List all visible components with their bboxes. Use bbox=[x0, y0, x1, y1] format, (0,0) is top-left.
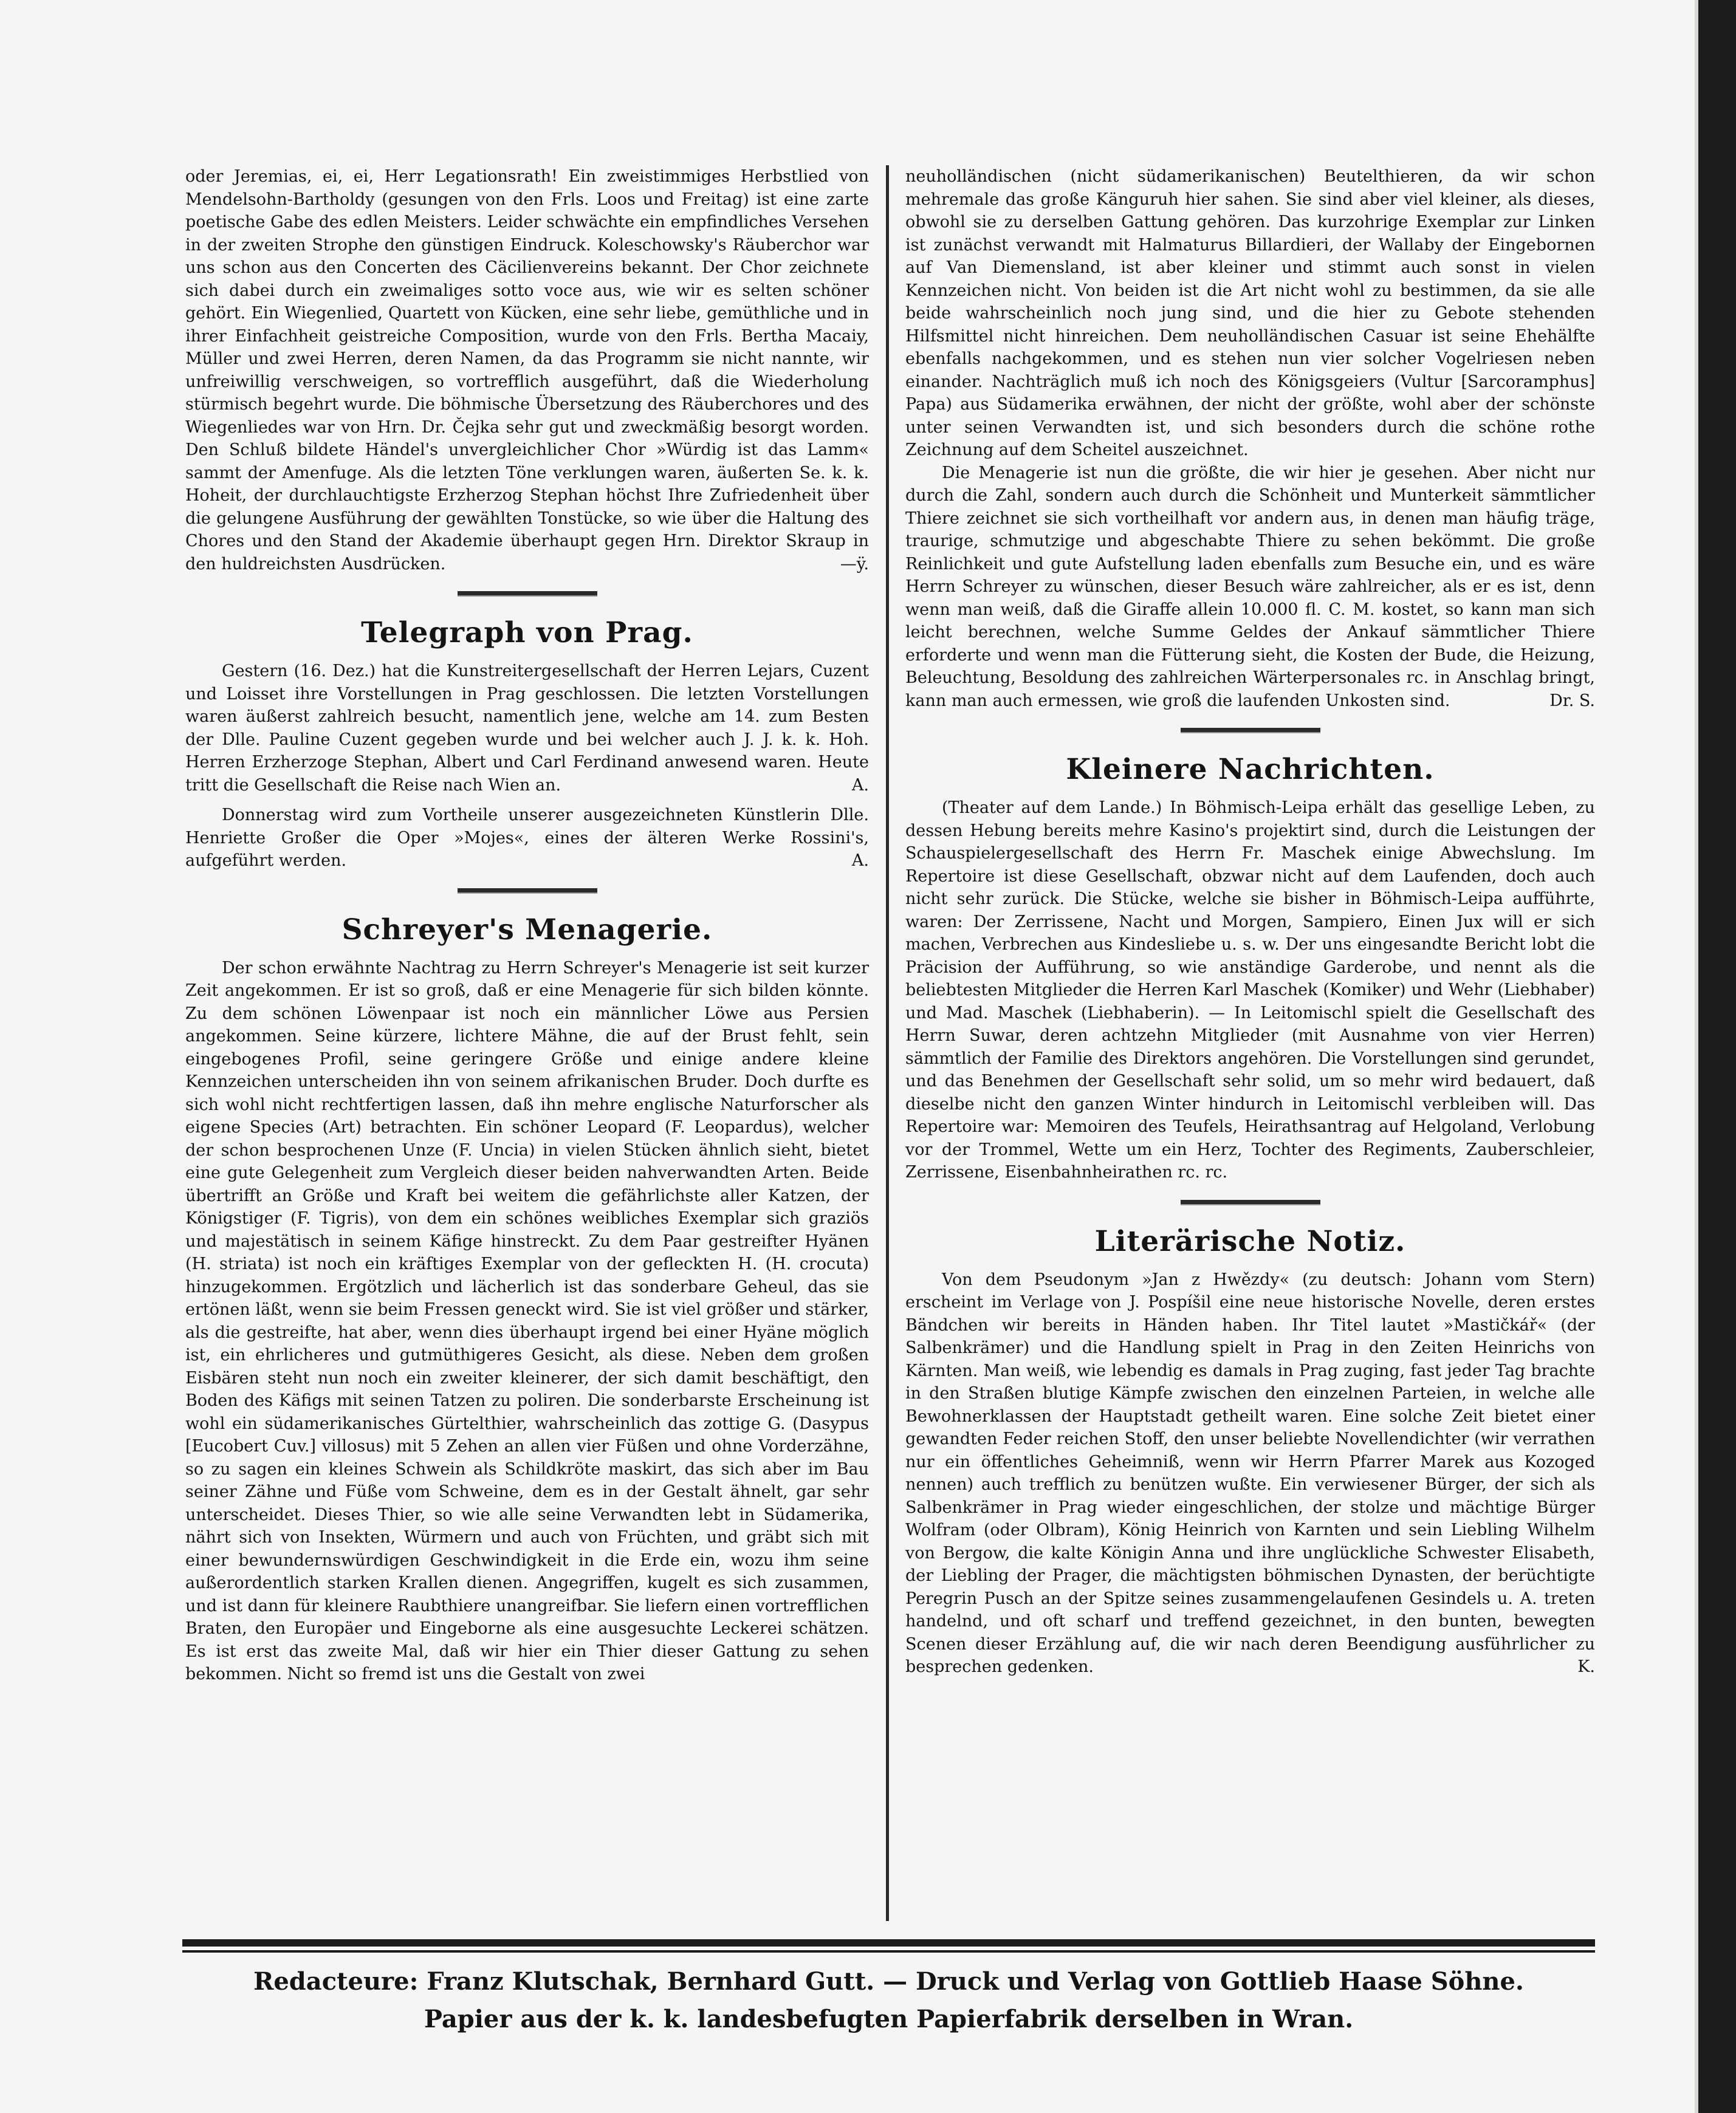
news-paragraph: (Theater auf dem Lande.) In Böhmisch-Leipa erhält das gesellige Leben, zu dessen Hebung bereits mehre Kasino's projektirt sind, durch die Leistungen der Schauspielergesellschaft des Herrn Fr. Maschek einige Abwechslung. Im Repertoire ist diese Gesellschaft, obzwar nicht auf dem Laufenden, doch auch nicht sehr zurück. Die Stücke, welche sie bisher in Böhmisch-Leipa aufführte, waren: Der Zerrissene, Nacht und Morgen, Sampiero, Einen Jux will er sich machen, Verbrechen aus Kindesliebe u. s. w. Der uns eingesandte Bericht lobt die Präcision der Aufführung, so wie anständige Garderobe, und nennt als die beliebtesten Mitglieder die Herren Karl Maschek (Komiker) und Wehr (Liebhaber) und Mad. Maschek (Liebhaberin). — In Leitomischl spielt die Gesellschaft des Herrn Suwar, deren achtzehn Mitglieder (mit Ausnahme von vier Herren) sämmtlich der Familie des Direktors angehören. Die Vorstellungen sind gerundet, und das Benehmen der Gesellschaft sehr solid, um so mehr wird bedauert, daß dieselbe nicht den ganzen Winter hindurch in Leitomischl verbleiben will. Das Repertoire war: Memoiren des Teufels, Heirathsantrag auf Helgoland, Verlobung vor der Trommel, Wette um ein Herz, Tochter des Regiments, Zauberschleier, Zerrissene, Eisenbahnheirathen rc. rc. bbox=[905, 798, 1595, 1182]
column-rule bbox=[886, 165, 889, 1921]
concert-review-paragraph: oder Jeremias, ei, ei, Herr Legationsrath! Ein zweistimmiges Herbstlied von Mendelsohn-Bartholdy (gesungen von den Frls. Loos und Freitag) ist eine zarte poetische Gabe des edlen Meisters. Leider schwächte ein empfindliches Versehen in der zweiten Strophe den günstigen Eindruck. Koleschowsky's Räuberchor war uns schon aus den Concerten des Cäcilienvereins bekannt. Der Chor zeichnete sich dabei durch ein zweimaliges sotto voce aus, wie wir es selten schöner gehört. Ein Wiegenlied, Quartett von Kücken, eine sehr liebe, gemüthliche und in ihrer Einfachheit geistreiche Composition, wurde von den Frls. Bertha Macaiy, Müller und zwei Herren, deren Namen, da das Programm sie nicht nannte, wir unfreiwillig verschweigen, so vortrefflich ausgeführt, daß die Wiederholung stürmisch begehrt wurde. Die böhmische Übersetzung des Räuberchores und des Wiegenliedes war von Hrn. Dr. Čejka sehr gut und zweckmäßig besorgt worden. Den Schluß bildete Händel's unvergleichlicher Chor »Würdig ist das Lamm« sammt der Amenfuge. Als die letzten Töne verklungen waren, äußerten Se. k. k. Hoheit, der durchlauchtigste Erzherzog Stephan höchst Ihre Zufriedenheit über die gelungene Ausführung der gewählten Tonstücke, so wie über die Haltung des Chores und den Stand der Akademie überhaupt gegen Hrn. Direktor Skraup in den huldreichsten Ausdrücken. —ÿ. bbox=[185, 165, 869, 575]
menagerie-paragraph-1: Der schon erwähnte Nachtrag zu Herrn Schreyer's Menagerie ist seit kurzer Zeit angekommen. Er ist so groß, daß er eine Menagerie für sich bilden könnte. Zu dem schönen Löwenpaar ist noch ein männlicher Löwe aus Persien angekommen. Seine kürzere, lichtere Mähne, die auf der Brust fehlt, sein eingebogenes Profil, seine geringere Größe und einige andere kleine Kennzeichen unterscheiden ihn von seinem afrikanischen Bruder. Doch durfte es sich wohl nicht rechtfertigen lassen, daß ihn mehre englische Naturforscher als eigene Species (Art) betrachten. Ein schöner Leopard (F. Leopardus), welcher der schon besprochenen Unze (F. Uncia) in vielen Stücken ähnlich sieht, bietet eine gute Gelegenheit zum Vergleich dieser beiden nahverwandten Arten. Beide übertrifft an Größe und Kraft bei weitem die gefährlichste aller Katzen, der Königstiger (F. Tigris), von dem ein schönes weibliches Exemplar sich graziös und majestätisch in seinem Käfige hinstreckt. Zu dem Paar gestreifter Hyänen (H. striata) ist noch ein kräftiges Exemplar von der gefleckten H. (H. crocuta) hinzugekommen. Ergötzlich und lächerlich ist das sonderbare Geheul, das sie ertönen läßt, wenn sie beim Fressen geneckt wird. Sie ist viel größer und stärker, als die gestreifte, hat aber, wenn dies überhaupt irgend bei einer Hyäne möglich ist, ein ehrlicheres und gutmüthigeres Gesicht, als diese. Neben dem großen Eisbären steht nun noch ein zweiter kleinerer, der sich damit beschäftigt, den Boden des Käfigs mit seinen Tatzen zu poliren. Die sonderbarste Erscheinung ist wohl ein südamerikanisches Gürtelthier, wahrscheinlich das zottige G. (Dasypus [Eucobert Cuv.] villosus) mit 5 Zehen an allen vier Füßen und ohne Vorderzähne, so zu sagen ein kleines Schwein als Schildkröte maskirt, das sich aber im Bau seiner Zähne und Füße vom Schweine, dem es in der Gestalt ähnelt, gar sehr unterscheidet. Dieses Thier, so wie alle seine Verwandten lebt in Südamerika, nährt sich von Insekten, Würmern und auch von Früchten, und gräbt sich mit einer bewundernswürdigen Geschwindigkeit in die Erde ein, wozu ihm seine außerordentlich starken Krallen dienen. Angegriffen, kugelt es sich zusammen, und ist dann für kleinere Raubthiere unangreifbar. Sie liefern einen vortrefflichen Braten, den Europäer und Eingeborne als eine ausgesuchte Leckerei schätzen. Es ist erst das zweite Mal, daß wir hier ein Thier dieser Gattung zu sehen bekommen. Nicht so fremd ist uns die Gestalt von zwei bbox=[185, 958, 869, 1683]
signature: A. bbox=[851, 775, 869, 795]
right-column bbox=[905, 165, 1595, 1679]
left-column bbox=[185, 165, 869, 1686]
menagerie-paragraph-3: Die Menagerie ist nun die größte, die wir hier je gesehen. Aber nicht nur durch die Zahl, sondern auch durch die Schönheit und Munterkeit sämmtlicher Thiere zeichnet sie sich vortheilhaft vor andern aus, in denen man häufig träge, traurige, schmutzige und abgeschabte Thiere zu sehen bekömmt. Die große Reinlichkeit und gute Aufstellung laden ebenfalls zum Besuche ein, und es wäre Herrn Schreyer zu wünschen, dieser Besuch wäre zahlreicher, als er es ist, denn wenn man weiß, daß die Giraffe allein 10.000 fl. C. M. kostet, so kann man sich leicht berechnen, welche Summe Geldes der Ankauf sämmtlicher Thiere erforderte und wenn man die Fütterung sieht, die Kosten der Bude, die Heizung, Beleuchtung, Besoldung des zahlreichen Wärterpersonales rc. in Anschlag bringt, kann man auch ermessen, wie groß die laufenden Unkosten sind. Dr. S. bbox=[905, 462, 1595, 713]
section-heading-literary: Literärische Notiz. bbox=[1094, 1224, 1406, 1258]
imprint-paper: Papier aus der k. k. landesbefugten Papierfabrik derselben in Wran. bbox=[424, 2005, 1354, 2033]
signature: Dr. S. bbox=[1549, 691, 1595, 710]
imprint-editors: Redacteure: Franz Klutschak, Bernhard Gutt. — Druck und Verlag von Gottlieb Haase Söhne. bbox=[253, 1967, 1524, 1996]
telegraph-paragraph-2: Donnerstag wird zum Vortheile unserer ausgezeichneten Künstlerin Dlle. Henriette Großer die Oper »Mojes«, eines der älteren Werke Rossini's, aufgeführt werden. A. bbox=[185, 804, 869, 872]
section-divider bbox=[1181, 728, 1320, 733]
footer-rule-thick bbox=[182, 1939, 1595, 1947]
section-divider bbox=[458, 591, 597, 597]
signature: K. bbox=[1577, 1657, 1595, 1676]
section-divider bbox=[1181, 1200, 1320, 1205]
section-divider bbox=[458, 888, 597, 894]
signature: —ÿ. bbox=[840, 554, 869, 574]
signature: A. bbox=[851, 851, 869, 870]
section-heading-telegraph: Telegraph von Prag. bbox=[361, 616, 693, 649]
section-heading-menagerie: Schreyer's Menagerie. bbox=[341, 913, 713, 947]
book-spine-shadow bbox=[1698, 0, 1736, 2113]
telegraph-paragraph-1: Gestern (16. Dez.) hat die Kunstreitergesellschaft der Herren Lejars, Cuzent und Loisset ihre Vorstellungen in Prag geschlossen. Die letzten Vorstellungen waren äußerst zahlreich besucht, namentlich jene, welche am 14. zum Besten der Dlle. Pauline Cuzent gegeben wurde und bei welcher auch J. J. k. k. Hoh. Herren Erzherzoge Stephan, Albert und Carl Ferdinand anwesend waren. Heute tritt die Gesellschaft die Reise nach Wien an. A. bbox=[185, 660, 869, 796]
section-heading-news: Kleinere Nachrichten. bbox=[1066, 753, 1435, 786]
literary-paragraph: Von dem Pseudonym »Jan z Hwězdy« (zu deutsch: Johann vom Stern) erscheint im Verlage von J. Pospíšil eine neue historische Novelle, deren erstes Bändchen wir bereits in Händen haben. Ihr Titel lautet »Mastičkář« (der Salbenkrämer) und die Handlung spielt in Prag in den Zeiten Heinrichs von Kärnten. Man weiß, wie lebendig es damals in Prag zuging, fast jeder Tag brachte in den Straßen blutige Kämpfe zwischen den einzelnen Parteien, in welche alle Bewohnerklassen der Hauptstadt getheilt waren. Eine solche Zeit bietet einer gewandten Feder reichen Stoff, den unser beliebte Novellendichter (wir verrathen nur ein öffentliches Geheimniß, wenn wir Herrn Pfarrer Marek aus Kozoged nennen) auch trefflich zu benützen wußte. Ein verwiesener Bürger, der sich als Salbenkrämer in Prag wieder eingeschlichen, der stolze und mächtige Bürger Wolfram (oder Olbram), König Heinrich von Karnten und sein Liebling Wilhelm von Bergow, die kalte Königin Anna und ihre unglückliche Schwester Elisabeth, der Liebling der Prager, die mächtigsten böhmischen Dynasten, der berüchtigte Peregrin Pusch an der Spitze seines zusammengelaufenen Gesindels u. A. treten handelnd, und oft scharf und treffend gezeichnet, in den bunten, bewegten Scenen dieser Erzählung auf, die wir nach deren Beendigung ausführlicher zu besprechen gedenken. K. bbox=[905, 1269, 1595, 1679]
footer-rule-thin bbox=[182, 1950, 1595, 1953]
menagerie-paragraph-2: neuholländischen (nicht südamerikanischen) Beutelthieren, da wir schon mehremale das große Känguruh hier sahen. Sie sind aber viel kleiner, als dieses, obwohl sie zu derselben Gattung gehören. Das kurzohrige Exemplar zur Linken ist zunächst verwandt mit Halmaturus Billardieri, der Wallaby der Eingebornen auf Van Diemensland, ist aber kleiner und stimmt auch sonst in vielen Kennzeichen nicht. Von beiden ist die Art nicht wohl zu bestimmen, da sie alle beide wahrscheinlich noch jung sind, und die hier zu Gebote stehenden Hilfsmittel nicht hinreichen. Dem neuholländischen Casuar ist seine Ehehälfte ebenfalls nachgekommen, und es stehen nun vier solcher Vogelriesen neben einander. Nachträglich muß ich noch des Königsgeiers (Vultur [Sarcoramphus] Papa) aus Südamerika erwähnen, der nicht der größte, wohl aber der schönste unter seinen Verwandten ist, und sich besonders durch die schöne rothe Zeichnung auf dem Scheitel auszeichnet. bbox=[905, 167, 1595, 459]
